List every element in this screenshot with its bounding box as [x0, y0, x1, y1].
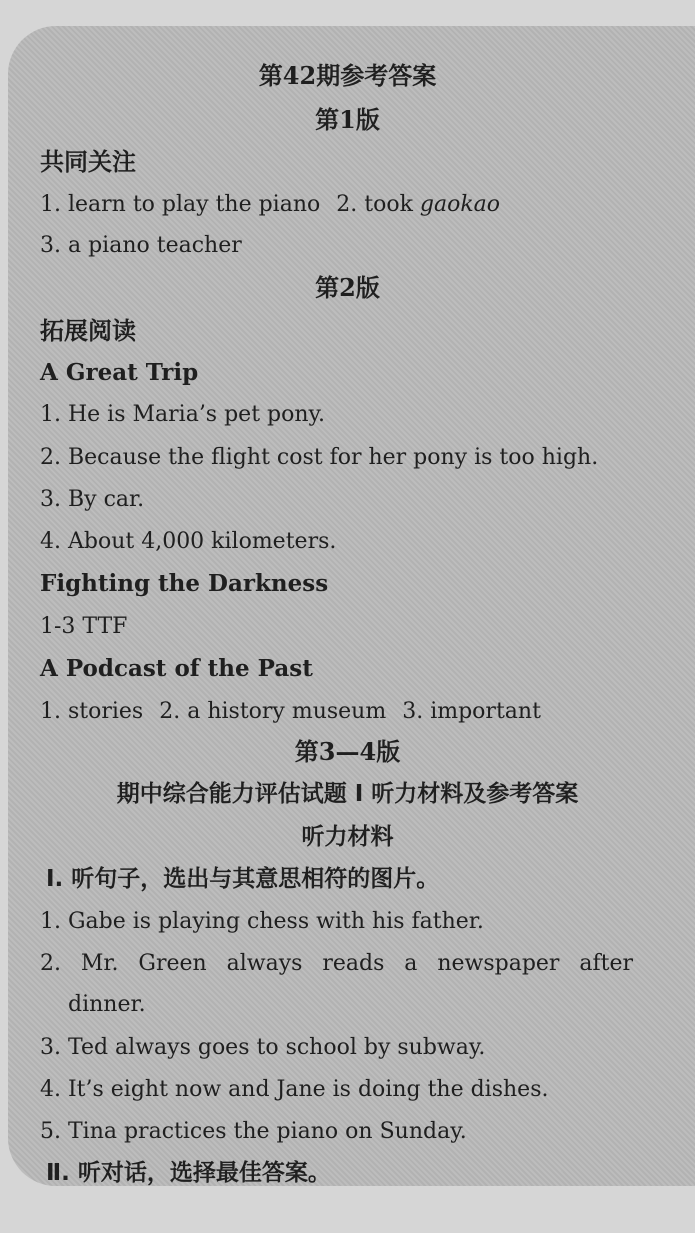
part-1-heading: Ⅰ. 听句子，选出与其意思相符的图片。 — [46, 866, 440, 892]
answer-line-1 — [40, 190, 635, 220]
listening-subtitle: 听力材料 — [301, 824, 394, 850]
list-item: 2. Mr. Green always reads a newspaper after — [40, 951, 633, 976]
list-item: 2. a history museum — [159, 699, 387, 724]
list-item: 4. It’s eight now and Jane is doing the dishes. — [40, 1077, 549, 1102]
list-item: 1. Gabe is playing chess with his father. — [40, 909, 484, 934]
list-item: 1. He is Maria’s pet pony. — [40, 402, 326, 427]
answer-2: 2. took — [336, 192, 420, 217]
answer-1: 1. learn to play the piano — [40, 192, 321, 217]
section-heading-focus: 共同关注 — [40, 148, 136, 176]
list-item: 1-3 TTF — [40, 614, 128, 639]
list-item: 5. Tina practices the piano on Sunday. — [40, 1119, 467, 1144]
test-title: 期中综合能力评估试题 I 听力材料及参考答案 — [116, 781, 579, 807]
answer-line-2: 3. a piano teacher — [40, 233, 242, 258]
list-item: 3. Ted always goes to school by subway. — [40, 1035, 486, 1060]
passage-title-darkness: Fighting the Darkness — [40, 570, 329, 597]
passage-title-podcast: A Podcast of the Past — [40, 655, 313, 682]
section-heading-reading: 拓展阅读 — [40, 317, 136, 345]
list-item: 4. About 4,000 kilometers. — [40, 529, 337, 554]
page-title: 第42期参考答案 — [258, 61, 437, 90]
section-label-2: 第2版 — [315, 273, 380, 302]
section-label-1: 第1版 — [315, 105, 380, 134]
list-item: 3. important — [402, 699, 541, 724]
answer-2-italic: gaokao — [419, 192, 501, 217]
section-label-3: 第3—4版 — [294, 737, 401, 766]
list-item-continuation: dinner. — [68, 992, 146, 1017]
list-item: 3. By car. — [40, 487, 145, 512]
list-item: 2. Because the flight cost for her pony is too high. — [40, 445, 599, 470]
part-2-heading: Ⅱ. 听对话，选择最佳答案。 — [46, 1160, 331, 1186]
passage-title-great-trip: A Great Trip — [40, 359, 199, 386]
answer-line-podcast — [40, 697, 635, 727]
list-item: 1. stories — [40, 699, 144, 724]
